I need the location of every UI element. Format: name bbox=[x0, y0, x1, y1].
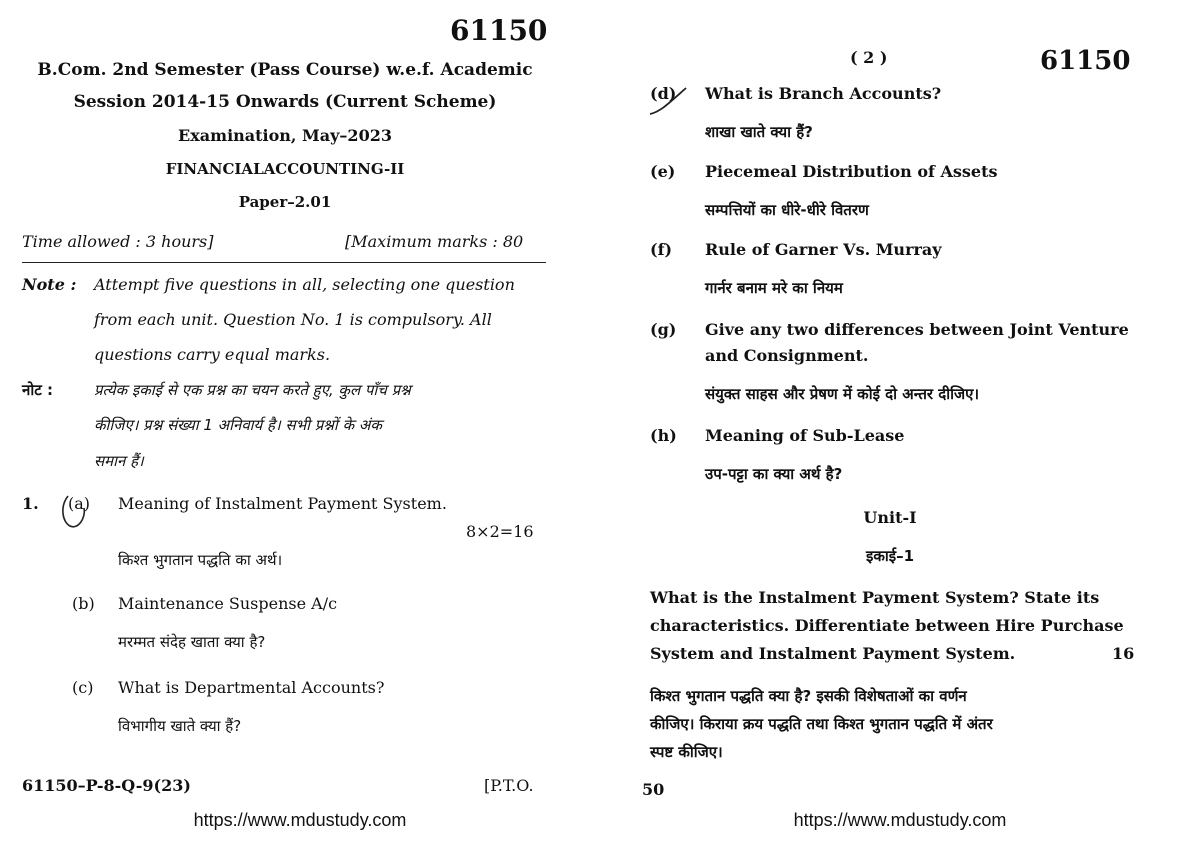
question-1f-text: Rule of Garner Vs. Murray bbox=[705, 240, 942, 259]
question-2-hindi-line-3: स्पष्ट कीजिए। bbox=[650, 743, 723, 761]
question-1c-text: What is Departmental Accounts? bbox=[118, 678, 385, 697]
question-1b-hindi: मरम्मत संदेह खाता क्या है? bbox=[118, 633, 266, 651]
unit-title-hindi: इकाई–1 bbox=[865, 547, 915, 565]
left-page bbox=[0, 0, 570, 849]
question-1e-label: (e) bbox=[650, 162, 676, 181]
question-1-number: 1. bbox=[22, 494, 39, 513]
header-line-2: Session 2014-15 Onwards (Current Scheme) bbox=[73, 92, 497, 112]
question-2-line-2: characteristics. Differentiate between Hire Purchase bbox=[650, 616, 1124, 635]
footer-url-right: https://www.mdustudy.com bbox=[793, 810, 1007, 830]
question-2-marks: 16 bbox=[1112, 644, 1135, 663]
question-1g-label: (g) bbox=[650, 320, 677, 339]
question-1h-hindi: उप-पट्टा का क्या अर्थ है? bbox=[705, 465, 843, 483]
time-allowed: Time allowed : 3 hours] bbox=[22, 232, 214, 251]
page-number: ( 2 ) bbox=[850, 48, 888, 67]
question-1-marks: 8×2=16 bbox=[466, 522, 534, 541]
footer-pto: [P.T.O. bbox=[484, 776, 534, 795]
note-hindi-line-1: प्रत्येक इकाई से एक प्रश्न का चयन करते हुए, कुल पाँच प्रश्न bbox=[94, 381, 411, 399]
question-2-line-1: What is the Instalment Payment System? State its bbox=[650, 588, 1100, 607]
note-hindi-line-2: कीजिए। प्रश्न संख्या 1 अनिवार्य है। सभी प्रश्नों के अंक bbox=[94, 416, 382, 434]
question-1g-hindi: संयुक्त साहस और प्रेषण में कोई दो अन्तर दीजिए। bbox=[705, 385, 980, 403]
exam-title: Examination, May–2023 bbox=[178, 126, 392, 145]
question-2-hindi-line-2: कीजिए। किराया क्रय पद्धति तथा किश्त भुगतान पद्धति में अंतर bbox=[650, 715, 993, 733]
right-page bbox=[600, 0, 1200, 849]
subject-title: FINANCIALACCOUNTING-II bbox=[165, 160, 405, 178]
note-label: Note : bbox=[22, 275, 77, 294]
footer-page-left-number: 50 bbox=[642, 780, 665, 799]
tick-mark-icon bbox=[646, 84, 692, 120]
paper-code-right: 61150 bbox=[1040, 46, 1131, 76]
question-1c-label: (c) bbox=[72, 678, 94, 697]
maximum-marks: [Maximum marks : 80 bbox=[345, 232, 524, 251]
question-1b-text: Maintenance Suspense A/c bbox=[118, 594, 338, 613]
question-1d-label: (d) bbox=[650, 84, 677, 103]
note-hindi-label: नोट : bbox=[22, 381, 53, 399]
note-hindi-line-3: समान हैं। bbox=[94, 452, 144, 470]
question-1g-text-line-1: Give any two differences between Joint Venture bbox=[705, 320, 1129, 339]
question-1e-hindi: सम्पत्तियों का धीरे-धीरे वितरण bbox=[705, 201, 869, 219]
note-line-1: Attempt five questions in all, selecting one question bbox=[94, 275, 515, 294]
question-1a-text: Meaning of Instalment Payment System. bbox=[118, 494, 447, 513]
question-1d-text: What is Branch Accounts? bbox=[705, 84, 942, 103]
header-divider bbox=[22, 262, 546, 263]
question-2-hindi-line-1: किश्त भुगतान पद्धति क्या है? इसकी विशेषताओं का वर्णन bbox=[650, 687, 967, 705]
question-1f-label: (f) bbox=[650, 240, 673, 259]
footer-url-left: https://www.mdustudy.com bbox=[193, 810, 407, 830]
unit-title: Unit-I bbox=[863, 508, 917, 527]
question-1g-text-line-2: and Consignment. bbox=[705, 346, 869, 365]
note-line-3: questions carry equal marks. bbox=[94, 345, 331, 364]
question-2-line-3: System and Instalment Payment System. bbox=[650, 644, 1016, 663]
question-1d-hindi: शाखा खाते क्या हैं? bbox=[705, 123, 813, 141]
question-1b-label: (b) bbox=[72, 594, 95, 613]
question-1h-label: (h) bbox=[650, 426, 677, 445]
question-1c-hindi: विभागीय खाते क्या हैं? bbox=[118, 717, 242, 735]
question-1a-label: (a) bbox=[68, 494, 91, 513]
question-1f-hindi: गार्नर बनाम मरे का नियम bbox=[705, 279, 843, 297]
note-line-2: from each unit. Question No. 1 is compulsory. All bbox=[94, 310, 492, 329]
question-1h-text: Meaning of Sub-Lease bbox=[705, 426, 905, 445]
paper-number: Paper–2.01 bbox=[238, 193, 332, 211]
header-line-1: B.Com. 2nd Semester (Pass Course) w.e.f. Academic bbox=[37, 60, 533, 80]
question-1a-hindi: किश्त भुगतान पद्धति का अर्थ। bbox=[118, 551, 283, 569]
question-1e-text: Piecemeal Distribution of Assets bbox=[705, 162, 998, 181]
footer-code: 61150–P-8-Q-9(23) bbox=[22, 776, 191, 795]
paper-code: 61150 bbox=[450, 14, 548, 47]
